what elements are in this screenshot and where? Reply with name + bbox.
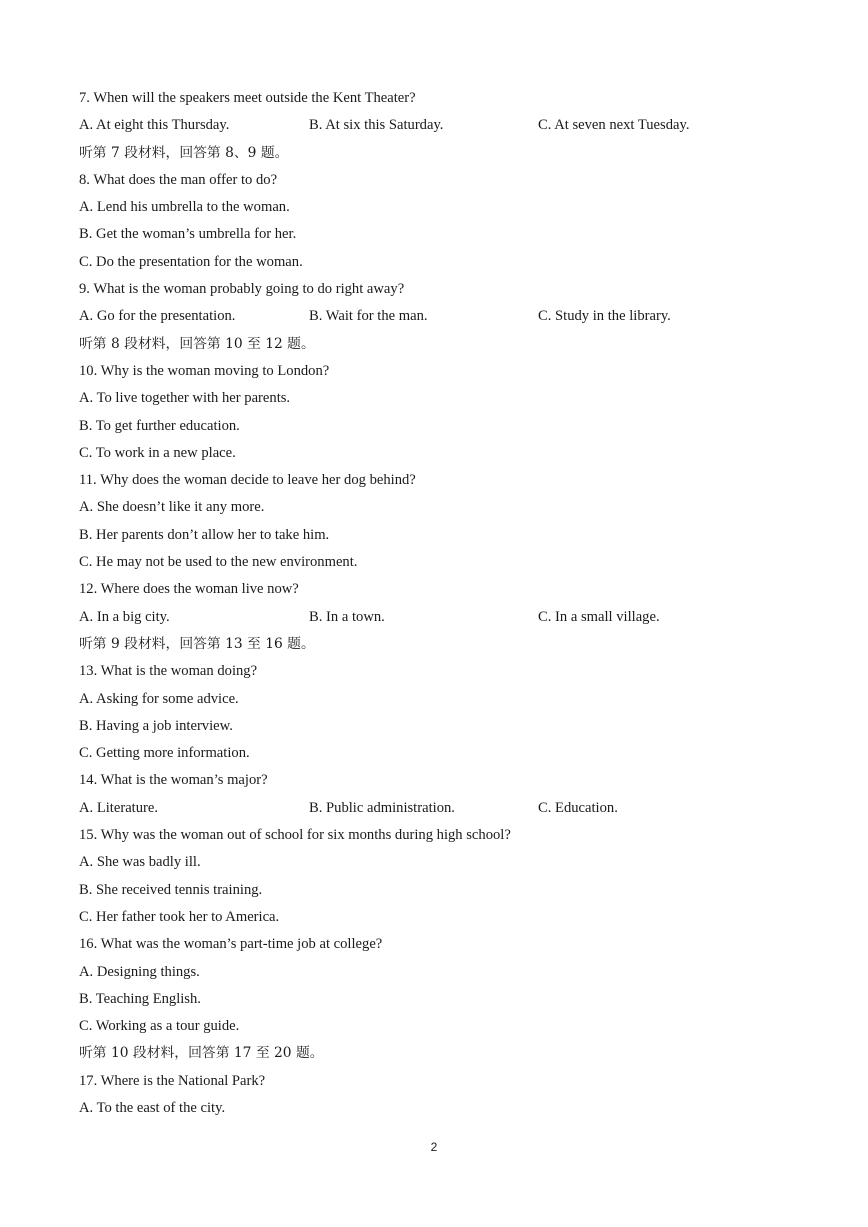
answer-option: B. Wait for the man. <box>309 308 428 325</box>
answer-option: C. Working as a tour guide. <box>79 1018 240 1035</box>
section-instruction: 听第 10 段材料，回答第 17 至 20 题。 <box>79 1045 324 1062</box>
answer-options-row <box>79 303 799 330</box>
answer-option: A. To the east of the city. <box>79 1099 226 1116</box>
answer-option: B. Public administration. <box>309 799 455 816</box>
answer-option: B. To get further education. <box>79 417 240 434</box>
answer-option: B. She received tennis training. <box>79 881 263 898</box>
question-stem: 8. What does the man offer to do? <box>79 171 278 188</box>
answer-option: C. At seven next Tuesday. <box>538 117 690 134</box>
answer-options-row <box>79 795 799 822</box>
answer-options-row <box>79 604 799 631</box>
exam-page-content <box>79 85 799 1122</box>
answer-option: A. She was badly ill. <box>79 854 201 871</box>
answer-options-row <box>79 112 799 139</box>
answer-option: A. Literature. <box>79 799 159 816</box>
answer-option: B. Her parents don’t allow her to take him. <box>79 526 330 543</box>
answer-option: A. She doesn’t like it any more. <box>79 499 265 516</box>
question-stem: 15. Why was the woman out of school for six months during high school? <box>79 827 511 844</box>
answer-option: B. Get the woman’s umbrella for her. <box>79 226 297 243</box>
answer-option: A. Go for the presentation. <box>79 308 236 325</box>
answer-option: C. Do the presentation for the woman. <box>79 253 303 270</box>
answer-option: C. Education. <box>538 799 618 816</box>
section-instruction: 听第 8 段材料，回答第 10 至 12 题。 <box>79 335 315 352</box>
section-instruction: 听第 7 段材料，回答第 8、9 题。 <box>79 144 289 161</box>
answer-option: A. Designing things. <box>79 963 200 980</box>
answer-option: C. Study in the library. <box>538 308 671 325</box>
question-stem: 16. What was the woman’s part-time job at college? <box>79 936 383 953</box>
question-stem: 17. Where is the National Park? <box>79 1072 266 1089</box>
question-stem: 11. Why does the woman decide to leave her dog behind? <box>79 472 416 489</box>
question-stem: 10. Why is the woman moving to London? <box>79 362 330 379</box>
answer-option: B. At six this Saturday. <box>309 117 444 134</box>
answer-option: C. Her father took her to America. <box>79 908 280 925</box>
answer-option: A. At eight this Thursday. <box>79 117 230 134</box>
section-instruction: 听第 9 段材料，回答第 13 至 16 题。 <box>79 635 315 652</box>
page-number: 2 <box>430 1140 438 1154</box>
answer-option: C. Getting more information. <box>79 745 250 762</box>
answer-option: B. In a town. <box>309 608 385 625</box>
answer-option: A. Lend his umbrella to the woman. <box>79 199 290 216</box>
answer-option: A. Asking for some advice. <box>79 690 239 707</box>
question-stem: 7. When will the speakers meet outside the Kent Theater? <box>79 90 416 106</box>
answer-option: A. In a big city. <box>79 608 170 625</box>
answer-option: B. Teaching English. <box>79 990 201 1007</box>
question-stem: 9. What is the woman probably going to do right away? <box>79 281 405 298</box>
answer-option: A. To live together with her parents. <box>79 390 291 407</box>
answer-option: C. He may not be used to the new environment. <box>79 554 358 571</box>
answer-option: C. In a small village. <box>538 608 660 625</box>
answer-option: B. Having a job interview. <box>79 717 233 734</box>
question-stem: 12. Where does the woman live now? <box>79 581 299 598</box>
answer-option: C. To work in a new place. <box>79 444 236 461</box>
question-stem: 14. What is the woman’s major? <box>79 772 268 789</box>
question-stem: 13. What is the woman doing? <box>79 663 258 680</box>
